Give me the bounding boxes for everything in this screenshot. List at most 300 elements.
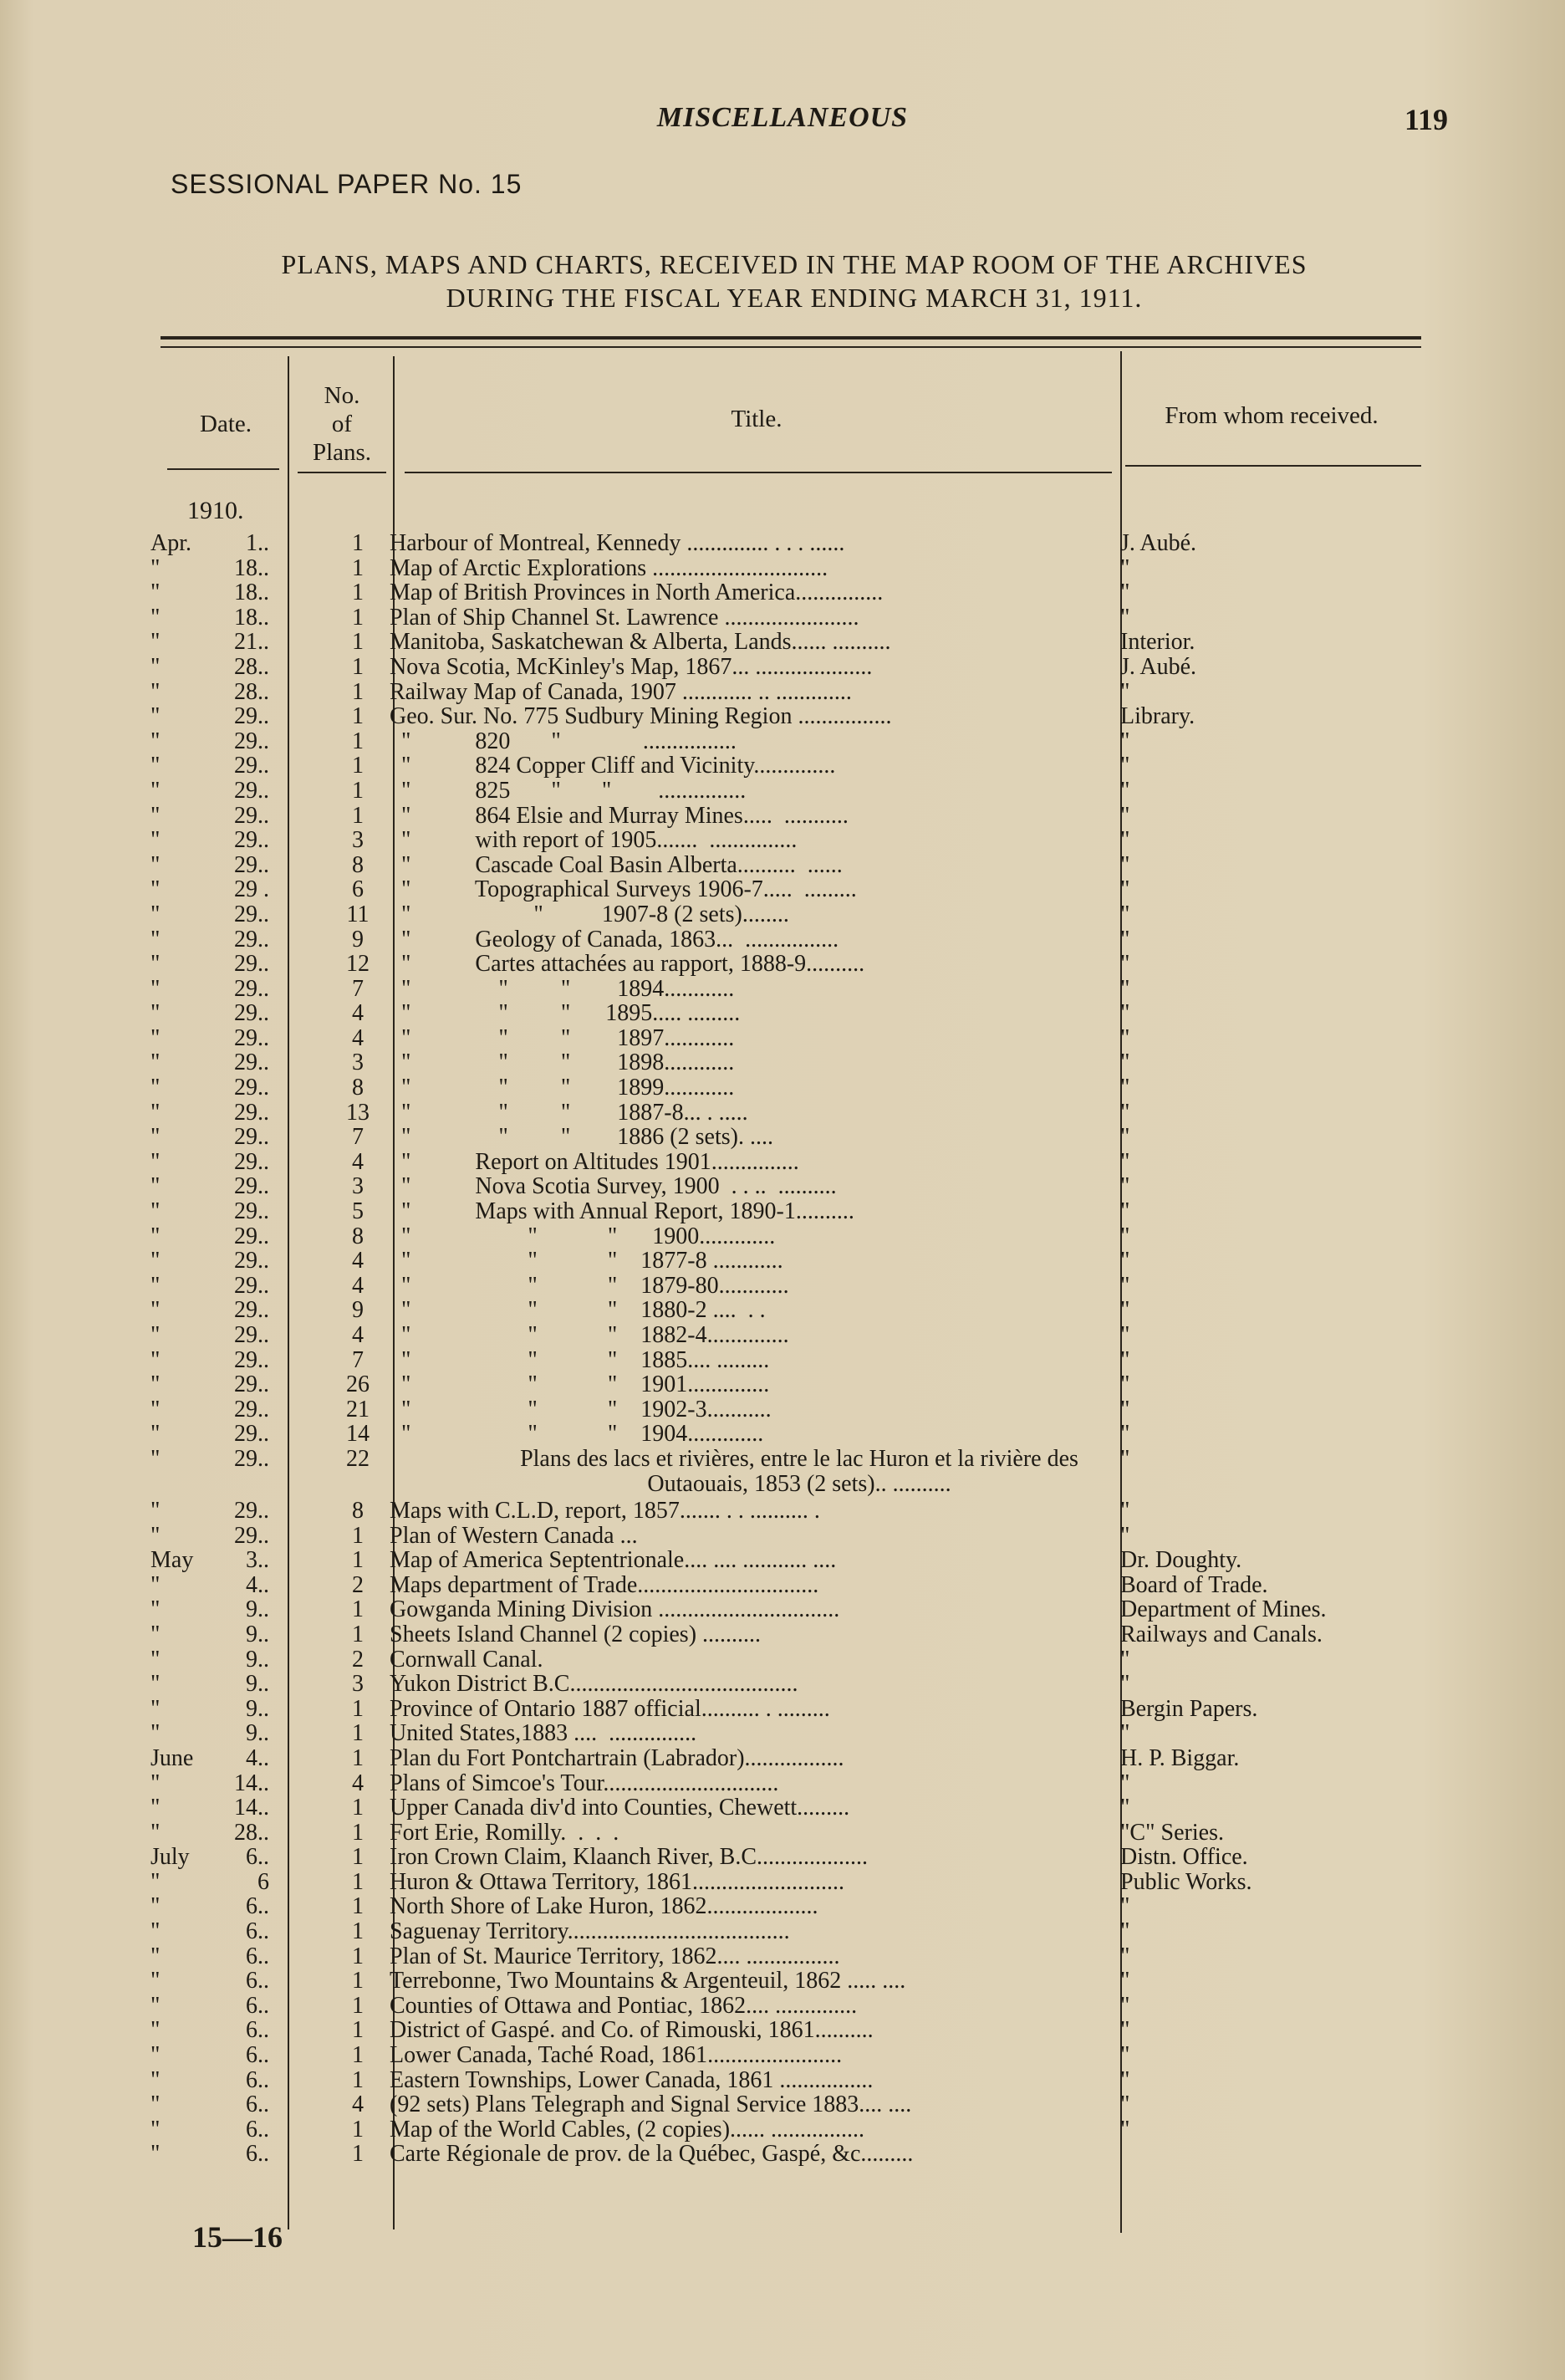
received-from: Department of Mines. — [1120, 1596, 1327, 1623]
received-from: " — [1120, 951, 1130, 978]
plan-title: Province of Ontario 1887 official.......... . ......... — [390, 1696, 830, 1722]
plan-title: " Nova Scotia Survey, 1900 . . .. .......... — [390, 1174, 837, 1200]
date-day: 29.. — [234, 1445, 269, 1472]
received-from: " — [1120, 678, 1130, 705]
date-month: " — [150, 1297, 161, 1324]
plan-title: Counties of Ottawa and Pontiac, 1862.... .............. — [390, 1993, 858, 2019]
date-day: 29.. — [234, 827, 269, 854]
received-from: " — [1120, 851, 1130, 878]
date-day: 29.. — [234, 1173, 269, 1200]
received-from: " — [1120, 2066, 1130, 2093]
plan-count: 3 — [352, 827, 364, 854]
table-row — [0, 2117, 1565, 2143]
table-row — [0, 1499, 1565, 1524]
date-day: 29.. — [234, 1050, 269, 1076]
table-row — [0, 1919, 1565, 1944]
table-row — [0, 1969, 1565, 1994]
table-row — [0, 804, 1565, 829]
date-day: 29.. — [234, 728, 269, 754]
date-day: 29.. — [234, 951, 269, 978]
plan-count: 1 — [352, 580, 364, 606]
date-month: " — [150, 1371, 161, 1398]
plan-count: 1 — [352, 1893, 364, 1920]
table-row — [0, 828, 1565, 853]
plan-title: District of Gaspé. and Co. of Rimouski, 1861.......... — [390, 2018, 874, 2044]
date-month: " — [150, 2116, 161, 2143]
table-row — [0, 556, 1565, 581]
plan-count: 8 — [352, 1223, 364, 1249]
date-month: " — [150, 580, 161, 606]
date-day: 1.. — [246, 530, 269, 556]
plan-title: United States,1883 .... ............... — [390, 1721, 697, 1746]
table-row — [0, 2018, 1565, 2043]
received-from: " — [1120, 2091, 1130, 2118]
date-day: 28.. — [234, 1819, 269, 1846]
plan-title: Plans des lacs et rivières, entre le lac Huron et la rivière des Outaouais, 1853 (2 sets).. .......... — [520, 1446, 1078, 1497]
plan-count: 26 — [346, 1371, 370, 1398]
received-from: " — [1120, 1943, 1130, 1969]
date-day: 29.. — [234, 1223, 269, 1249]
plan-title: Plan of St. Maurice Territory, 1862.... ................ — [390, 1943, 840, 1969]
plan-count: 1 — [352, 703, 364, 730]
received-from: " — [1120, 1050, 1130, 1076]
date-month: " — [150, 1795, 161, 1821]
date-month: " — [150, 901, 161, 927]
plan-count: 1 — [352, 2141, 364, 2168]
table-row — [0, 877, 1565, 902]
date-day: 9.. — [246, 1646, 269, 1673]
date-month: " — [150, 1099, 161, 1126]
plan-count: 1 — [352, 728, 364, 754]
date-month: " — [150, 1868, 161, 1895]
plan-count: 4 — [352, 1024, 364, 1051]
plan-title: Map of British Provinces in North America............... — [390, 580, 884, 605]
table-row — [0, 1548, 1565, 1573]
received-from: " — [1120, 1322, 1130, 1348]
date-month: " — [150, 1671, 161, 1698]
plan-count: 1 — [352, 1943, 364, 1969]
table-row — [0, 1397, 1565, 1422]
received-from: Dr. Doughty. — [1120, 1547, 1242, 1574]
date-day: 18.. — [234, 580, 269, 606]
table-row — [0, 704, 1565, 729]
date-month: " — [150, 1992, 161, 2019]
plan-title: " " " 1897............ — [390, 1025, 735, 1051]
plan-count: 1 — [352, 777, 364, 804]
plan-title: Railway Map of Canada, 1907 ............ .. ............. — [390, 679, 852, 705]
received-from: " — [1120, 1497, 1130, 1524]
plan-title: Map of America Septentrionale.... .... ........... .... — [390, 1548, 837, 1573]
table-row — [0, 1524, 1565, 1549]
column-header-from: From whom received. — [1165, 402, 1379, 429]
date-month: " — [150, 1024, 161, 1051]
table-row — [0, 1870, 1565, 1895]
header-rule-date — [167, 468, 279, 470]
date-month: " — [150, 1248, 161, 1274]
received-from: " — [1120, 2042, 1130, 2069]
plan-title: " " " 1894............ — [390, 976, 735, 1002]
received-from: " — [1120, 604, 1130, 631]
table-row — [0, 1994, 1565, 2019]
table-row — [0, 1894, 1565, 1919]
plan-title: Nova Scotia, McKinley's Map, 1867... .................... — [390, 654, 873, 680]
table-row — [0, 1075, 1565, 1101]
received-from: " — [1120, 1770, 1130, 1796]
received-from: Library. — [1120, 703, 1195, 730]
plan-count: 1 — [352, 2066, 364, 2093]
date-day: 29.. — [234, 926, 269, 953]
date-month: " — [150, 827, 161, 854]
received-from: " — [1120, 2116, 1130, 2143]
received-from: " — [1120, 1918, 1130, 1945]
date-month: " — [150, 2017, 161, 2044]
received-from: Interior. — [1120, 629, 1195, 656]
plan-title: Maps department of Trade............................... — [390, 1572, 819, 1598]
plan-count: 4 — [352, 1770, 364, 1796]
table-row — [0, 1174, 1565, 1199]
plan-count: 1 — [352, 2042, 364, 2069]
date-day: 29.. — [234, 1075, 269, 1101]
received-from: Bergin Papers. — [1120, 1695, 1258, 1722]
table-row — [0, 1348, 1565, 1373]
date-month: " — [150, 1124, 161, 1151]
date-day: 29.. — [234, 777, 269, 804]
table-row — [0, 1944, 1565, 1969]
received-from: H. P. Biggar. — [1120, 1744, 1240, 1771]
page-number: 119 — [1404, 103, 1449, 136]
date-month: Apr. — [150, 530, 191, 556]
date-day: 14.. — [234, 1795, 269, 1821]
plan-count: 4 — [352, 2091, 364, 2118]
plan-count: 1 — [352, 802, 364, 829]
plan-title: Plan of Ship Channel St. Lawrence ....................... — [390, 605, 859, 631]
plan-count: 4 — [352, 1000, 364, 1027]
header-rule-from — [1125, 465, 1421, 467]
date-day: 4.. — [246, 1744, 269, 1771]
plan-count: 1 — [352, 554, 364, 581]
table-row — [0, 1672, 1565, 1697]
header-no: No. — [324, 382, 360, 409]
running-title: MISCELLANEOUS — [656, 102, 909, 133]
date-day: 29.. — [234, 851, 269, 878]
plan-title: " " " 1895..... ......... — [390, 1001, 741, 1026]
table-row — [0, 1001, 1565, 1026]
date-day: 6.. — [246, 1893, 269, 1920]
date-month: " — [150, 1720, 161, 1747]
date-month: " — [150, 851, 161, 878]
plan-count: 7 — [352, 1346, 364, 1373]
plan-count: 1 — [352, 530, 364, 556]
table-row — [0, 1026, 1565, 1051]
table-row — [0, 927, 1565, 953]
top-rule-thick — [161, 336, 1421, 340]
date-month: " — [150, 1596, 161, 1623]
plan-title: Maps with C.L.D, report, 1857....... . . .......... . — [390, 1498, 820, 1524]
plan-count: 8 — [352, 1497, 364, 1524]
plan-count: 9 — [352, 1297, 364, 1324]
date-day: 29.. — [234, 1000, 269, 1027]
plan-title: Map of Arctic Explorations .............................. — [390, 555, 828, 581]
date-day: 28.. — [234, 653, 269, 680]
received-from: J. Aubé. — [1120, 530, 1196, 556]
plan-title: " " " 1902-3........... — [390, 1397, 772, 1422]
date-day: 9.. — [246, 1596, 269, 1623]
date-month: " — [150, 1000, 161, 1027]
received-from: Distn. Office. — [1120, 1844, 1248, 1871]
date-month: May — [150, 1547, 194, 1574]
received-from: " — [1120, 1371, 1130, 1398]
date-month: " — [150, 1497, 161, 1524]
table-row — [0, 580, 1565, 605]
table-row — [0, 680, 1565, 705]
date-month: July — [150, 1844, 190, 1871]
date-month: " — [150, 1272, 161, 1299]
table-caption — [167, 248, 1421, 314]
table-row — [0, 2068, 1565, 2093]
plan-title: Plan du Fort Pontchartrain (Labrador)................. — [390, 1745, 844, 1771]
date-day: 29.. — [234, 703, 269, 730]
date-day: 29.. — [234, 1148, 269, 1175]
header-rule-plans — [298, 472, 386, 473]
received-from: " — [1120, 1671, 1130, 1698]
date-month: " — [150, 1050, 161, 1076]
received-from: " — [1120, 1421, 1130, 1448]
table-row — [0, 1771, 1565, 1796]
plan-title: Terrebonne, Two Mountains & Argenteuil, 1862 ..... .... — [390, 1969, 906, 1994]
date-month: " — [150, 554, 161, 581]
date-day: 6.. — [246, 1918, 269, 1945]
date-day: 29.. — [234, 1497, 269, 1524]
plan-title: Fort Erie, Romilly. . . . — [390, 1820, 619, 1846]
date-month: " — [150, 1075, 161, 1101]
received-from: " — [1120, 1248, 1130, 1274]
date-day: 6.. — [246, 1943, 269, 1969]
plan-title: Plan of Western Canada ... — [390, 1523, 638, 1549]
table-row — [0, 2092, 1565, 2117]
plan-title: Iron Crown Claim, Klaanch River, B.C................... — [390, 1845, 869, 1870]
date-month: " — [150, 2141, 161, 2168]
received-from: " — [1120, 1272, 1130, 1299]
plan-title: " Report on Altitudes 1901............... — [390, 1149, 799, 1175]
plan-count: 1 — [352, 1744, 364, 1771]
table-row — [0, 1125, 1565, 1150]
table-row — [0, 2142, 1565, 2167]
table-row — [0, 1249, 1565, 1274]
plan-count: 4 — [352, 1148, 364, 1175]
received-from: " — [1120, 1720, 1130, 1747]
date-month: " — [150, 1445, 161, 1472]
caption-line-1: PLANS, MAPS AND CHARTS, RECEIVED IN THE MAP ROOM OF THE ARCHIVES — [281, 249, 1308, 279]
date-day: 14.. — [234, 1770, 269, 1796]
date-month: " — [150, 1646, 161, 1673]
table-row — [0, 605, 1565, 631]
date-month: " — [150, 1621, 161, 1647]
caption-line-2: DURING THE FISCAL YEAR ENDING MARCH 31, 1911. — [446, 283, 1143, 313]
date-day: 9.. — [246, 1671, 269, 1698]
received-from: " — [1120, 1396, 1130, 1422]
table-row — [0, 1845, 1565, 1870]
date-day: 6.. — [246, 1844, 269, 1871]
table-row — [0, 1224, 1565, 1249]
plan-title: " Topographical Surveys 1906-7..... ......... — [390, 877, 857, 902]
plan-title: " 820 " ................ — [390, 728, 737, 754]
date-month: " — [150, 1223, 161, 1249]
table-row — [0, 1573, 1565, 1598]
plan-count: 21 — [346, 1396, 370, 1422]
received-from: " — [1120, 1173, 1130, 1200]
date-month: " — [150, 1148, 161, 1175]
plan-title: Geo. Sur. No. 775 Sudbury Mining Region ................ — [390, 704, 892, 729]
table-row — [0, 1150, 1565, 1175]
date-day: 29.. — [234, 1421, 269, 1448]
received-from: " — [1120, 827, 1130, 854]
plan-title: Sheets Island Channel (2 copies) .......... — [390, 1622, 762, 1647]
plan-title: " " " 1885.... ......... — [390, 1347, 770, 1373]
date-month: " — [150, 1571, 161, 1598]
table-row — [0, 1597, 1565, 1622]
plan-count: 1 — [352, 1547, 364, 1574]
plan-count: 13 — [346, 1099, 370, 1126]
date-month: " — [150, 728, 161, 754]
plan-title: Eastern Townships, Lower Canada, 1861 ................ — [390, 2067, 874, 2093]
plan-count: 1 — [352, 1621, 364, 1647]
received-from: " — [1120, 802, 1130, 829]
date-month: " — [150, 678, 161, 705]
table-row — [0, 2043, 1565, 2068]
date-day: 6.. — [246, 2091, 269, 2118]
date-day: 29.. — [234, 1024, 269, 1051]
plan-count: 1 — [352, 1868, 364, 1895]
table-row — [0, 1050, 1565, 1075]
plan-title: " " 1907-8 (2 sets)........ — [390, 901, 789, 927]
received-from: " — [1120, 753, 1130, 779]
table-row — [0, 1199, 1565, 1224]
plan-title: Huron & Ottawa Territory, 1861.......................... — [390, 1869, 844, 1895]
table-row — [0, 977, 1565, 1002]
received-from: " — [1120, 926, 1130, 953]
plan-count: 1 — [352, 1992, 364, 2019]
table-row — [0, 1721, 1565, 1746]
received-from: " — [1120, 1346, 1130, 1373]
plan-count: 9 — [352, 926, 364, 953]
table-row — [0, 729, 1565, 754]
plan-count: 1 — [352, 629, 364, 656]
column-header-date: Date. — [200, 411, 252, 437]
plan-count: 7 — [352, 1124, 364, 1151]
plan-title: Gowganda Mining Division ............................... — [390, 1597, 840, 1622]
table-body — [0, 531, 1565, 2167]
plan-count: 1 — [352, 2116, 364, 2143]
date-month: " — [150, 777, 161, 804]
table-row — [0, 1746, 1565, 1771]
table-row — [0, 1274, 1565, 1299]
plan-title: " Geology of Canada, 1863... ................ — [390, 927, 839, 953]
received-from: " — [1120, 1148, 1130, 1175]
plan-count: 1 — [352, 678, 364, 705]
date-day: 29 . — [234, 876, 269, 903]
received-from: " — [1120, 2017, 1130, 2044]
received-from: " — [1120, 580, 1130, 606]
date-month: " — [150, 1893, 161, 1920]
column-header-plans — [294, 381, 390, 467]
received-from: " — [1120, 1000, 1130, 1027]
date-month: " — [150, 2066, 161, 2093]
date-month: " — [150, 1918, 161, 1945]
plan-title: " 864 Elsie and Murray Mines..... ........... — [390, 803, 849, 829]
plan-count: 1 — [352, 1795, 364, 1821]
date-month: " — [150, 951, 161, 978]
plan-count: 1 — [352, 1596, 364, 1623]
date-day: 29.. — [234, 1099, 269, 1126]
plan-count: 3 — [352, 1671, 364, 1698]
date-month: " — [150, 975, 161, 1002]
date-month: " — [150, 1819, 161, 1846]
date-month: " — [150, 1322, 161, 1348]
header-rule-title — [405, 472, 1112, 473]
received-from: J. Aubé. — [1120, 653, 1196, 680]
plan-title: " " " 1886 (2 sets). .... — [390, 1125, 773, 1150]
plan-title: " " " 1898............ — [390, 1050, 735, 1076]
table-row — [0, 779, 1565, 804]
date-month: " — [150, 1198, 161, 1225]
received-from: " — [1120, 1522, 1130, 1549]
date-month: " — [150, 629, 161, 656]
date-day: 29.. — [234, 802, 269, 829]
plan-count: 1 — [352, 753, 364, 779]
date-day: 29.. — [234, 1124, 269, 1151]
received-from: Railways and Canals. — [1120, 1621, 1323, 1647]
plan-count: 1 — [352, 1720, 364, 1747]
date-month: " — [150, 1943, 161, 1969]
date-month: " — [150, 1346, 161, 1373]
plan-title: Lower Canada, Taché Road, 1861....................... — [390, 2043, 843, 2068]
plan-count: 4 — [352, 1322, 364, 1348]
plan-title: " " " 1880-2 .... . . — [390, 1298, 766, 1323]
plan-title: " 825 " " ............... — [390, 778, 747, 804]
table-row — [0, 1795, 1565, 1821]
table-row — [0, 1101, 1565, 1126]
plan-count: 1 — [352, 1522, 364, 1549]
plan-title: " Cascade Coal Basin Alberta.......... ...... — [390, 852, 843, 878]
date-day: 28.. — [234, 678, 269, 705]
plan-count: 1 — [352, 1918, 364, 1945]
date-day: 29.. — [234, 1198, 269, 1225]
table-row — [0, 1298, 1565, 1323]
plan-count: 3 — [352, 1173, 364, 1200]
plan-title: Plans of Simcoe's Tour.............................. — [390, 1770, 779, 1796]
plan-title: " Maps with Annual Report, 1890-1.......... — [390, 1199, 854, 1224]
date-day: 29.. — [234, 1522, 269, 1549]
plan-title: Cornwall Canal. — [390, 1647, 543, 1673]
plan-title: " " " 1879-80............ — [390, 1273, 789, 1299]
date-month: " — [150, 1968, 161, 1994]
date-month: " — [150, 926, 161, 953]
date-day: 29.. — [234, 1346, 269, 1373]
received-from: " — [1120, 777, 1130, 804]
header-of: of — [331, 411, 353, 437]
plan-count: 1 — [352, 1819, 364, 1846]
date-month: " — [150, 2042, 161, 2069]
column-header-title: Title. — [731, 406, 782, 432]
plan-title: Saguenay Territory...................................... — [390, 1919, 790, 1944]
plan-count: 7 — [352, 975, 364, 1002]
plan-count: 6 — [352, 876, 364, 903]
plan-count: 1 — [352, 653, 364, 680]
table-row — [0, 902, 1565, 927]
received-from: " — [1120, 1968, 1130, 1994]
plan-count: 12 — [346, 951, 370, 978]
table-row — [0, 1622, 1565, 1647]
